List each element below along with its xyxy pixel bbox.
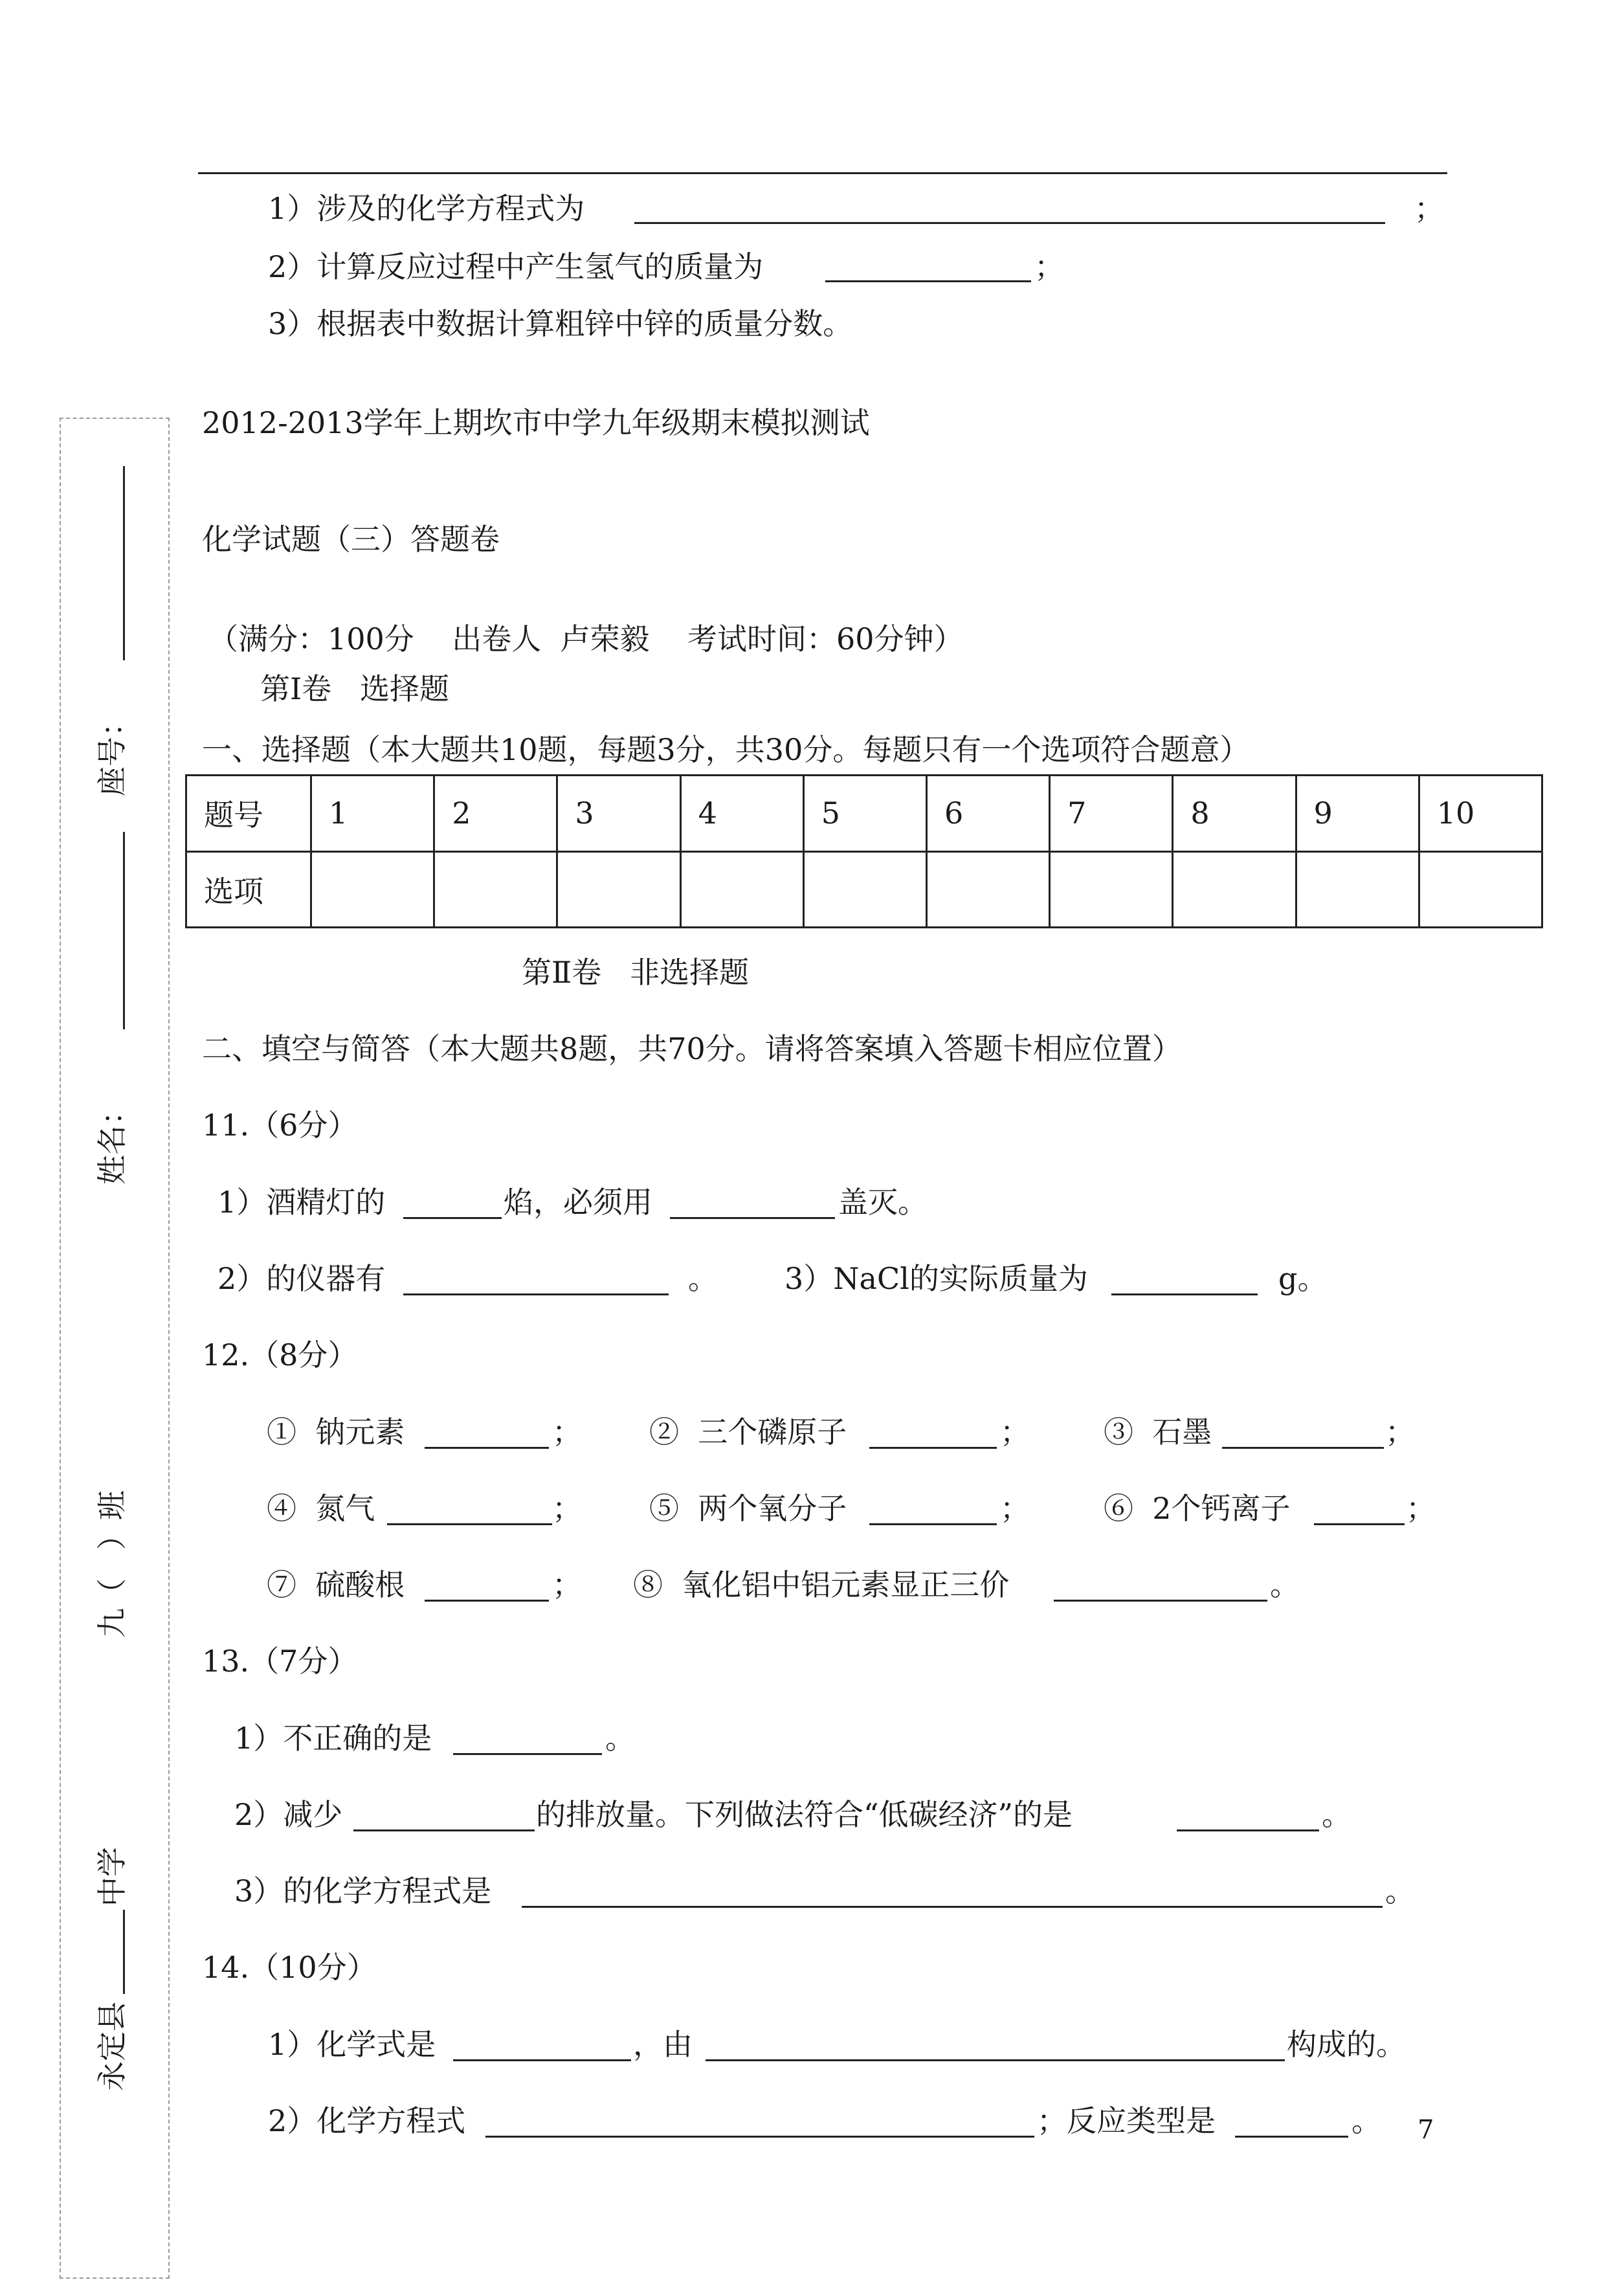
q12-item-2: ② 三个磷原子: [649, 1415, 847, 1449]
q14-formula-blank[interactable]: [453, 2059, 631, 2061]
q13-incorrect-blank[interactable]: [453, 1753, 602, 1755]
answer-cell[interactable]: [434, 851, 557, 928]
q12-item-6-blank[interactable]: [1314, 1523, 1405, 1525]
q12-item-8-blank[interactable]: [1054, 1600, 1267, 1602]
school-name-line: [123, 1910, 125, 1994]
exam-info: （满分：100分 出卷人 卢荣毅 考试时间：60分钟）: [208, 621, 964, 656]
answer-cell[interactable]: [557, 851, 680, 928]
q11-l1-b: 焰，必须用: [504, 1185, 652, 1220]
q13-reduce-blank[interactable]: [353, 1829, 535, 1831]
class-label: 九（ ）班: [95, 1490, 129, 1638]
q11-nacl-mass-blank[interactable]: [1111, 1293, 1258, 1295]
answer-cell[interactable]: [926, 851, 1049, 928]
q12-item-4-blank[interactable]: [387, 1523, 552, 1525]
q11-instruments-blank[interactable]: [403, 1293, 669, 1295]
q11-title: 11.（6分）: [202, 1108, 358, 1143]
q13-l3-a: 3）的化学方程式是: [234, 1874, 492, 1908]
table-row-question-numbers: [186, 776, 1542, 852]
answer-cell[interactable]: [1419, 851, 1542, 928]
q11-l1-a: 1）酒精灯的: [217, 1185, 386, 1220]
question-number-cell: 3: [557, 776, 680, 852]
q13-l3-b: 。: [1385, 1874, 1415, 1908]
q11-l2-c: 3）NaCl的实际质量为: [784, 1261, 1088, 1296]
q12-item-1-blank[interactable]: [425, 1447, 549, 1449]
q13-title: 13.（7分）: [202, 1644, 358, 1679]
q12-item-8: ⑧ 氧化铝中铝元素显正三价: [633, 1567, 1010, 1602]
binding-margin-box: [60, 418, 170, 2279]
q11-l1-c: 盖灭。: [838, 1185, 928, 1220]
table-header-cell: 选项: [186, 851, 311, 928]
school-title: 2012-2013学年上期坎市中学九年级期末模拟测试: [202, 405, 870, 440]
q12-item-4: ④ 氮气: [267, 1491, 375, 1526]
answer-cell[interactable]: [680, 851, 803, 928]
prev-q1-blank[interactable]: [634, 222, 1385, 224]
prev-q2-end: ；: [1034, 249, 1064, 284]
answer-cell[interactable]: [1050, 851, 1173, 928]
q12-item-1: ① 钠元素: [267, 1415, 405, 1449]
school-suffix-label: 中学: [95, 1847, 129, 1907]
q12-item-6-sep: ；: [1406, 1491, 1436, 1526]
part1-title: 第Ⅰ卷 选择题: [260, 671, 450, 706]
q14-l1-a: 1）化学式是: [268, 2027, 436, 2062]
seat-label: 座号：: [95, 707, 129, 796]
prev-q2-blank[interactable]: [825, 280, 1031, 282]
answer-cell[interactable]: [1296, 851, 1419, 928]
q14-l1-c: 构成的。: [1287, 2027, 1406, 2062]
question-number-cell: 9: [1296, 776, 1419, 852]
answer-choice-table: [185, 774, 1543, 928]
q11-l2-d: g。: [1278, 1261, 1328, 1296]
question-number-cell: 1: [311, 776, 434, 852]
q13-l2-c: 。: [1322, 1797, 1351, 1832]
q14-l2-c: 。: [1351, 2103, 1381, 2138]
q12-item-7: ⑦ 硫酸根: [267, 1567, 405, 1602]
q11-flame-blank[interactable]: [403, 1217, 502, 1219]
answer-cell[interactable]: [311, 851, 434, 928]
part2-title: 第Ⅱ卷 非选择题: [522, 955, 750, 990]
q12-item-1-sep: ；: [552, 1415, 582, 1449]
q13-l1-a: 1）不正确的是: [234, 1721, 432, 1756]
header-rule: [198, 172, 1447, 174]
subject-title: 化学试题（三）答题卷: [202, 522, 500, 557]
q14-title: 14.（10分）: [202, 1950, 377, 1985]
q12-item-7-sep: ；: [552, 1567, 582, 1602]
question-number-cell: 7: [1050, 776, 1173, 852]
table-row-answers: [186, 851, 1542, 928]
q13-low-carbon-blank[interactable]: [1177, 1829, 1319, 1831]
q14-l2-a: 2）化学方程式: [268, 2103, 466, 2138]
q12-title: 12.（8分）: [202, 1337, 358, 1372]
page-number: 7: [1418, 2115, 1434, 2145]
q14-equation-blank[interactable]: [485, 2136, 1034, 2138]
q12-item-3-blank[interactable]: [1222, 1447, 1384, 1449]
q12-item-6: ⑥ 2个钙离子: [1104, 1491, 1291, 1526]
q12-item-5: ⑤ 两个氧分子: [649, 1491, 847, 1526]
q14-l2-b: ；反应类型是: [1037, 2103, 1216, 2138]
q12-item-2-sep: ；: [1000, 1415, 1030, 1449]
q13-l2-a: 2）减少: [234, 1797, 343, 1832]
q12-item-5-sep: ；: [1000, 1491, 1030, 1526]
seat-number-line: [123, 466, 125, 660]
prev-q3-label: 3）根据表中数据计算粗锌中锌的质量分数。: [268, 306, 853, 341]
q14-reaction-type-blank[interactable]: [1235, 2136, 1348, 2138]
part2-section-heading: 二、填空与简答（本大题共8题，共70分。请将答案填入答题卡相应位置）: [202, 1031, 1182, 1066]
q13-l2-b: 的排放量。下列做法符合“低碳经济”的是: [536, 1797, 1073, 1832]
answer-cell[interactable]: [803, 851, 926, 928]
prev-q1-end: ；: [1414, 191, 1444, 226]
q12-item-8-end: 。: [1270, 1567, 1300, 1602]
q12-item-7-blank[interactable]: [425, 1600, 549, 1602]
q11-l2-a: 2）的仪器有: [217, 1261, 386, 1296]
q13-l1-b: 。: [605, 1721, 635, 1756]
name-label: 姓名：: [95, 1095, 129, 1185]
q14-l1-b: ，由: [633, 2027, 693, 2062]
q12-item-2-blank[interactable]: [869, 1447, 997, 1449]
question-number-cell: 8: [1173, 776, 1296, 852]
q11-l2-b: 。: [688, 1261, 718, 1296]
question-number-cell: 2: [434, 776, 557, 852]
table-header-cell: 题号: [186, 776, 311, 852]
question-number-cell: 6: [926, 776, 1049, 852]
prev-q1-label: 1）涉及的化学方程式为: [268, 191, 585, 226]
q12-item-5-blank[interactable]: [869, 1523, 997, 1525]
q14-composed-of-blank[interactable]: [706, 2059, 1285, 2061]
q13-equation-blank[interactable]: [522, 1906, 1383, 1908]
county-label: 永定县: [95, 2002, 129, 2091]
q12-item-4-sep: ；: [552, 1491, 582, 1526]
q12-item-3-sep: ；: [1385, 1415, 1415, 1449]
q12-item-3: ③ 石墨: [1104, 1415, 1212, 1449]
question-number-cell: 10: [1419, 776, 1542, 852]
answer-cell[interactable]: [1173, 851, 1296, 928]
prev-q2-label: 2）计算反应过程中产生氢气的质量为: [268, 249, 764, 284]
q11-extinguish-blank[interactable]: [670, 1217, 835, 1219]
question-number-cell: 5: [803, 776, 926, 852]
part1-section-heading: 一、选择题（本大题共10题，每题3分，共30分。每题只有一个选项符合题意）: [202, 732, 1250, 767]
question-number-cell: 4: [680, 776, 803, 852]
name-line: [123, 832, 125, 1029]
